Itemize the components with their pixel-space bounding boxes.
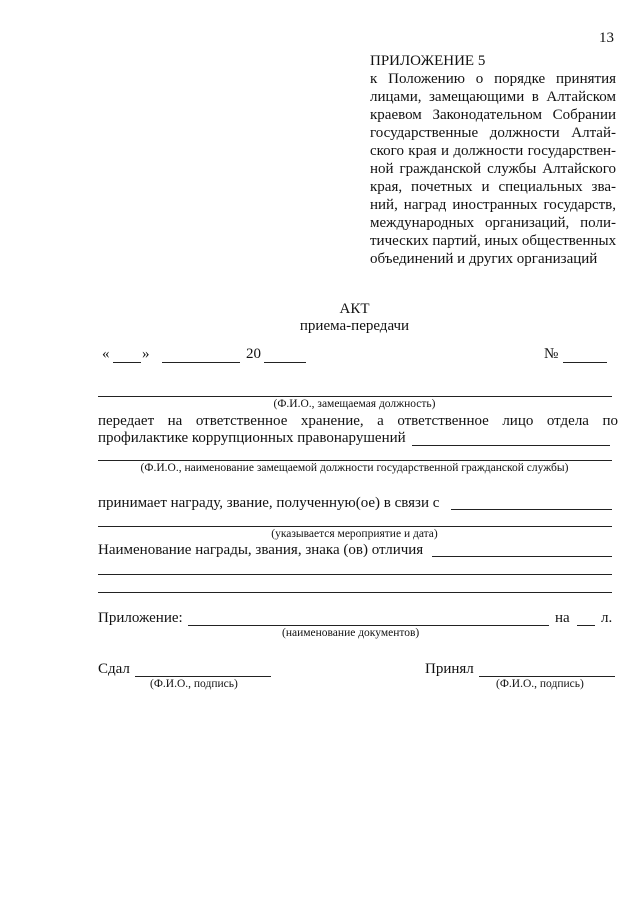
page-number: 13 [599,30,614,46]
appendix-line: ной гражданской службы Алтайского [370,161,616,177]
caption-fio-civil-position: (Ф.И.О., наименование замещаемой должности государственной гражданской службы) [140,462,569,474]
appendix-line: международных организаций, поли- [370,215,616,231]
number-field[interactable] [563,362,607,363]
caption-event: (указывается мероприятие и дата) [271,528,438,540]
received-signature-field[interactable] [479,676,615,677]
date-close-quote: » [142,346,150,362]
doc-subtitle: приема-передачи [299,318,410,334]
attachment-field[interactable] [188,625,549,626]
reason-field[interactable] [451,509,612,510]
award-name-field-line2[interactable] [98,574,612,575]
on-label: на [555,610,570,626]
date-open-quote: « [102,346,110,362]
received-label: Принял [425,661,474,677]
appendix-line: лицами, замещающими в Алтайском [370,89,616,105]
event-field[interactable] [98,526,612,527]
doc-title: АКТ [339,301,370,317]
handed-signature-field[interactable] [135,676,271,677]
receiver-field[interactable] [98,460,612,461]
number-label: № [544,346,559,362]
handed-label: Сдал [98,661,130,677]
date-year-prefix: 20 [246,346,261,362]
attachment-label: Приложение: [98,610,183,626]
award-name-field-line3[interactable] [98,592,612,593]
transfer-text-line1: передает на ответственное хранение, а ответственное лицо отдела по [98,413,618,429]
sheets-count-field[interactable] [577,625,595,626]
date-month-field[interactable] [162,362,240,363]
appendix-line: тических партий, иных общественных [370,233,617,249]
appendix-line: государственные должности Алтай- [370,125,616,141]
appendix-line: ского края и должности государствен- [370,143,616,159]
caption-signature-left: (Ф.И.О., подпись) [150,678,238,690]
appendix-title: ПРИЛОЖЕНИЕ 5 [370,53,486,69]
appendix-line: к Положению о порядке принятия [370,71,616,87]
caption-signature-right: (Ф.И.О., подпись) [496,678,584,690]
transfer-text-line2: профилактике коррупционных правонарушений [98,430,406,446]
award-name-field[interactable] [432,556,612,557]
sheets-label: л. [601,610,613,626]
date-year-field[interactable] [264,362,306,363]
appendix-line: ний, наград иностранных государств, [370,197,616,213]
appendix-line: края, почетных и специальных зва- [370,179,616,195]
caption-fio-position: (Ф.И.О., замещаемая должность) [273,398,436,410]
caption-documents: (наименование документов) [282,627,420,639]
accepts-text: принимает награду, звание, полученную(ое) в связи с [98,495,440,511]
appendix-line: объединений и других организаций [370,251,598,267]
award-name-label: Наименование награды, звания, знака (ов) отличия [98,542,424,558]
department-field[interactable] [412,445,610,446]
transferor-field[interactable] [98,396,612,397]
date-day-field[interactable] [113,362,141,363]
appendix-line: краевом Законодательном Собрании [370,107,616,123]
